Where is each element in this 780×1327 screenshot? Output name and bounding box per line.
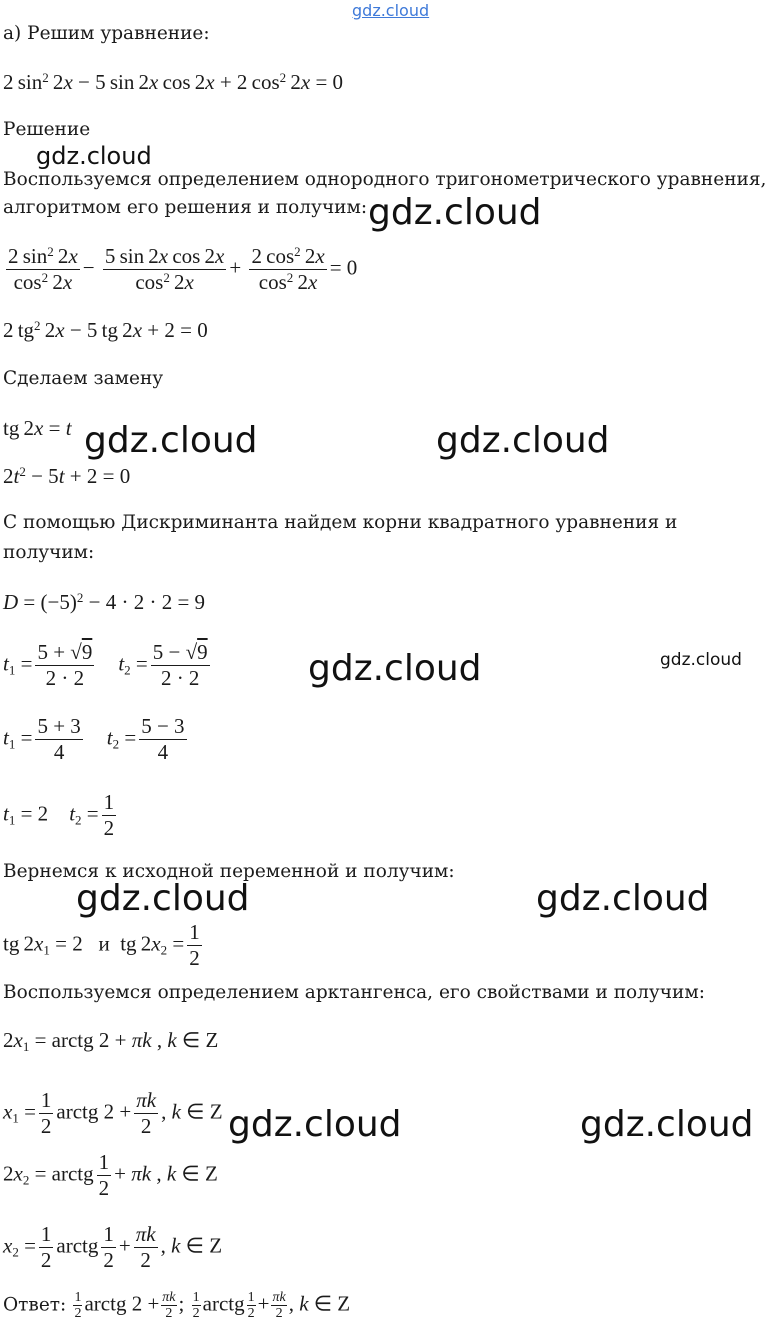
roots-sqrt: $t_1$ = $\frac{5 + √9}{2 \cdot 2}$ $t_2$ = $\frac{5 - √9}{2 \cdot 2}$ (3, 640, 208, 690)
arctan-def-text: Воспользуемся определением арктангенса, его свойствами и получим: (3, 982, 705, 1003)
watermark: gdz.cloud (308, 648, 482, 689)
watermark: gdz.cloud (368, 192, 542, 233)
homog-line-1: Воспользуемся определением однородного тригонометрического уравнения, (3, 169, 767, 190)
x1-double: $2x_1$ = arctg 2 + πk , k ∈ Z (3, 1028, 219, 1054)
equation-original: 2 $\sin^2 2x - 5$ sin 2x cos 2x + 2 $\cos^2 2x = 0$ (3, 70, 344, 94)
back-sub-equations: tg $2x_1 = 2$ и tg $2x_2$ = $\frac{1}{2}$ (3, 920, 200, 970)
quadratic-equation: $2t^2 - 5t + 2 = 0$ (3, 464, 131, 488)
watermark: gdz.cloud (536, 878, 710, 919)
roots-final: $t_1 = 2$ $t_2$ = $\frac{1}{2}$ (3, 790, 115, 840)
top-watermark-link[interactable]: gdz.cloud (352, 1, 430, 20)
substitution-def: tg 2x = t (3, 416, 72, 440)
watermark: gdz.cloud (36, 142, 152, 170)
equation-divided: $\frac{2 \sin^2 2x}{\cos^2 2x}$ − $\frac{\text{5 sin 2x cos 2x}}{\cos^2 2x}$ + $\frac{2 \cos^2 2x}{\cos^2 2x}$ = 0 (8, 244, 358, 294)
watermark: gdz.cloud (76, 878, 250, 919)
watermark: gdz.cloud (580, 1104, 754, 1145)
solution-label: Решение (3, 119, 91, 140)
and-word: и (98, 931, 110, 956)
answer-label: Ответ: (3, 1294, 67, 1316)
x2-double: $2x_2$ = arctg $\frac{1}{2}$ + πk , k ∈ Z (3, 1150, 218, 1200)
x2-solution: $x_2$ = $\frac{1}{2}$ arctg $\frac{1}{2}$ + $\frac{\pi k}{2}$ , k ∈ Z (3, 1222, 223, 1272)
back-sub-text: Вернемся к исходной переменной и получим: (3, 861, 455, 882)
homog-line-2: алгоритмом его решения и получим: (3, 197, 368, 218)
discriminant-line-2: получим: (3, 542, 95, 563)
substitution-label: Сделаем замену (3, 368, 164, 389)
x1-solution: $x_1$ = $\frac{1}{2}$ arctg 2 + $\frac{\pi k}{2}$ , k ∈ Z (3, 1088, 223, 1138)
watermark: gdz.cloud (660, 650, 742, 670)
watermark: gdz.cloud (436, 420, 610, 461)
watermark: gdz.cloud (84, 420, 258, 461)
equation-tangent: 2 $tg^2$ 2x − 5 tg 2x + 2 = 0 (3, 318, 208, 342)
answer-line: Ответ: $\frac{1}{2}$ arctg 2 + $\frac{\pi k}{2}$ ; $\frac{1}{2}$ arctg $\frac{1}{2}$ + $\frac{\pi k}{2}$ , k ∈ Z (3, 1290, 351, 1321)
heading-text: а) Решим уравнение: (3, 23, 210, 44)
roots-computed: $t_1$ = $\frac{5 + 3}{4}$ $t_2$ = $\frac{5 - 3}{4}$ (3, 714, 185, 764)
discriminant-value: $D = (-5)^2 - 4 \cdot 2 \cdot 2 = 9$ (3, 590, 206, 614)
discriminant-line-1: С помощью Дискриминанта найдем корни квадратного уравнения и (3, 512, 678, 533)
watermark: gdz.cloud (228, 1104, 402, 1145)
